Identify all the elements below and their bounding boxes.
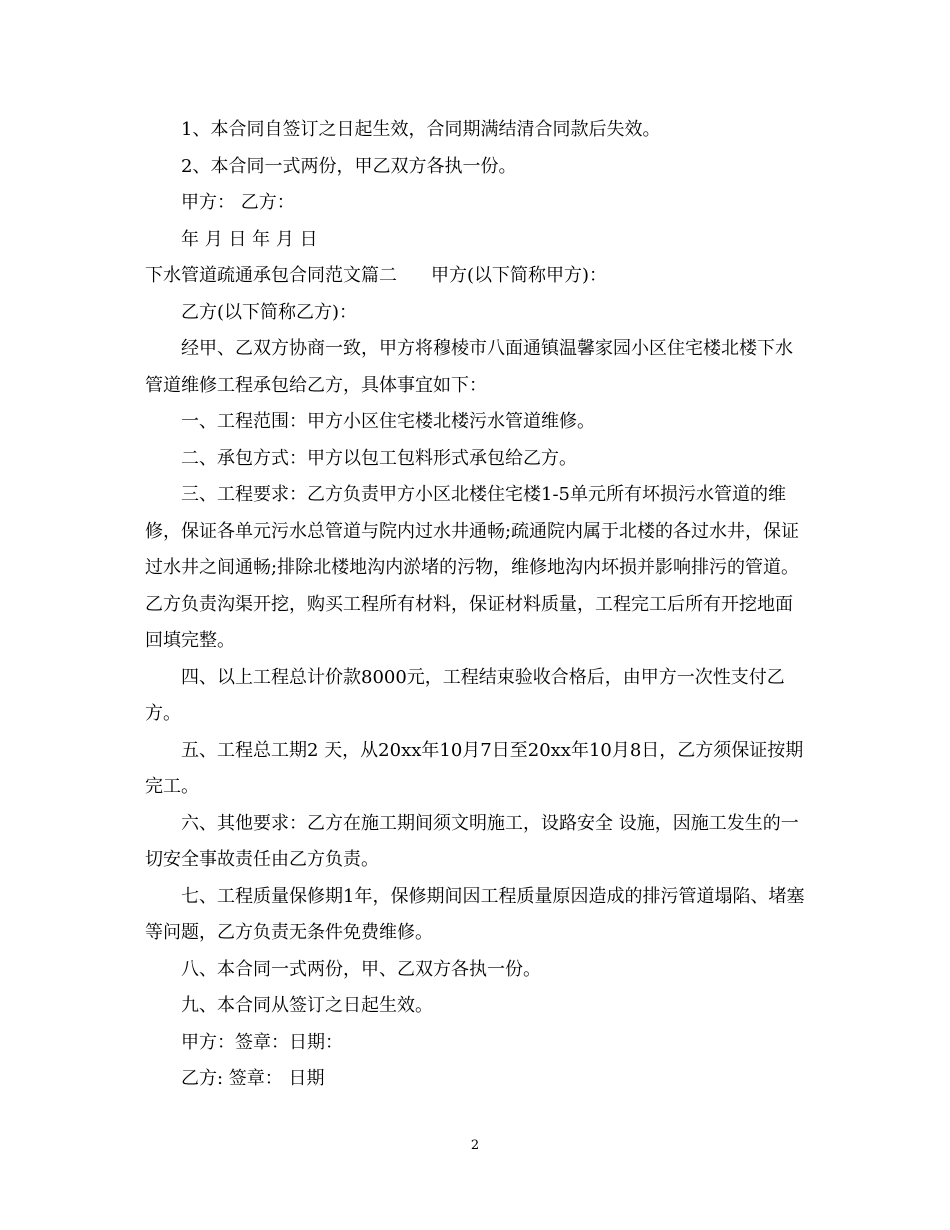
paragraph: 四、以上工程总计价款8000元，工程结束验收合格后，由甲方一次性支付乙方。: [145, 666, 785, 724]
paragraph: 八、本合同一式两份，甲、乙双方各执一份。: [181, 958, 541, 980]
signature-line-party-a: 甲方：签章：日期：: [181, 1031, 343, 1053]
section-title: 下水管道疏通承包合同范文篇二: [145, 265, 397, 286]
paragraph: 乙方(以下简称乙方)：: [181, 301, 358, 323]
paragraph: 一、工程范围：甲方小区住宅楼北楼污水管道维修。: [181, 411, 595, 432]
paragraph: 年 月 日 年 月 日: [181, 228, 318, 250]
paragraph: 五、工程总工期2 天，从20xx年10月7日至20xx年10月8日，乙方须保证按期完工。: [145, 739, 804, 797]
paragraph: 二、承包方式：甲方以包工包料形式承包给乙方。: [181, 447, 577, 469]
paragraph: 七、工程质量保修期1年，保修期间因工程质量原因造成的排污管道塌陷、堵塞等问题，乙方负责无条件免费维修。: [145, 885, 805, 943]
paragraph: 三、工程要求：乙方负责甲方小区北楼住宅楼1-5单元所有坏损污水管道的维修，保证各单元污水总管道与院内过水井通畅;疏通院内属于北楼的各过水井，保证过水井之间通畅;排除北楼地沟内淤堵的污物，维修地沟内坏损并影响排污的管道。乙方负责沟渠开挖，购买工程所有材料，保证材料质量，工程完工后所有开挖地面回填完整。: [145, 484, 800, 651]
paragraph: 六、其他要求：乙方在施工期间须文明施工，设路安全 设施，因施工发生的一切安全事故责任由乙方负责。: [145, 812, 799, 870]
paragraph: 甲方： 乙方：: [181, 192, 295, 213]
page-number: 2: [470, 1138, 480, 1153]
party-a-intro: 甲方(以下简称甲方)：: [431, 265, 608, 286]
section-heading-line: [145, 258, 810, 295]
paragraph: 九、本合同从签订之日起生效。: [181, 995, 433, 1016]
paragraph: 2、本合同一式两份，甲乙双方各执一份。: [181, 155, 517, 177]
paragraph: 1、本合同自签订之日起生效，合同期满结清合同款后失效。: [181, 119, 661, 140]
document-body: [145, 112, 810, 1098]
signature-line-party-b: 乙方: 签章： 日期: [181, 1068, 325, 1089]
paragraph: 经甲、乙双方协商一致，甲方将穆棱市八面通镇温馨家园小区住宅楼北楼下水管道维修工程承包给乙方，具体事宜如下：: [145, 338, 793, 396]
